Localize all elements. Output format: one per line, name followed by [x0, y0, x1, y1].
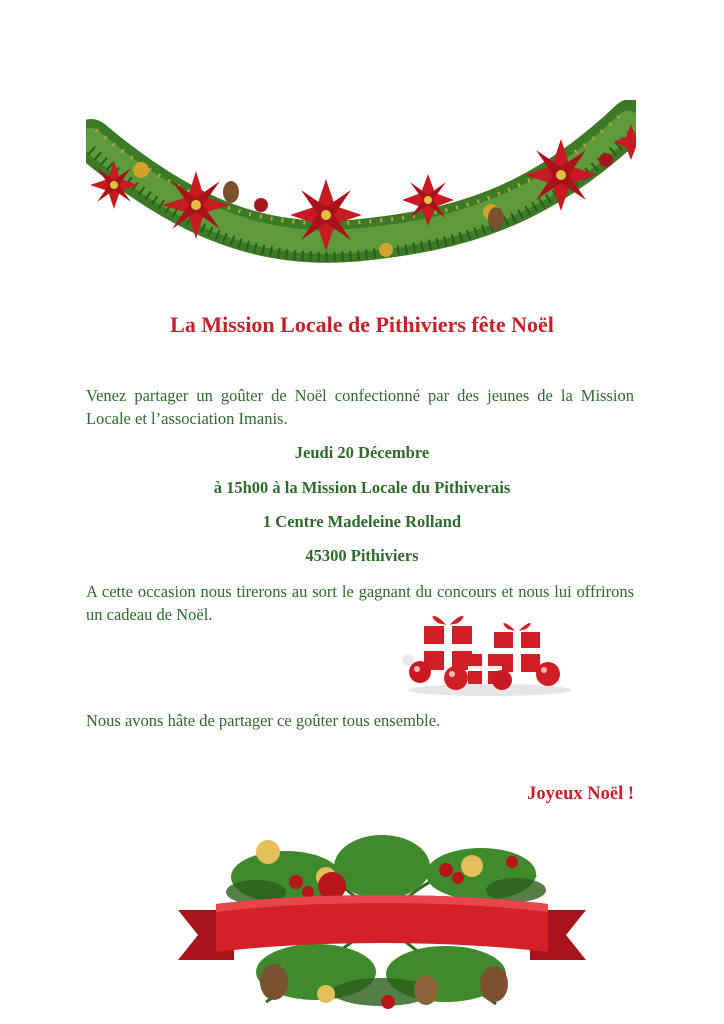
event-date: Jeudi 20 Décembre — [294, 443, 430, 462]
contest-paragraph: A cette occasion nous tirerons au sort le gagnant du concours et nous lui offrirons un cadeau de Noël. — [86, 582, 634, 624]
fir-branch-banner-image — [176, 822, 588, 1012]
page-title: La Mission Locale de Pithiviers fête Noël — [170, 312, 554, 337]
event-time-place: à 15h00 à la Mission Locale du Pithiverais — [213, 478, 511, 497]
poinsettia-garland-image — [86, 100, 636, 285]
event-address: 1 Centre Madeleine Rolland — [262, 512, 462, 531]
event-city: 45300 Pithiviers — [305, 546, 419, 565]
closing-paragraph: Nous avons hâte de partager ce goûter tous ensemble. — [86, 711, 441, 730]
gift-boxes-image — [398, 604, 576, 698]
holiday-greeting: Joyeux Noël ! — [527, 784, 634, 804]
intro-paragraph: Venez partager un goûter de Noël confectionné par des jeunes de la Mission Locale et l’association Imanis. — [86, 386, 634, 428]
